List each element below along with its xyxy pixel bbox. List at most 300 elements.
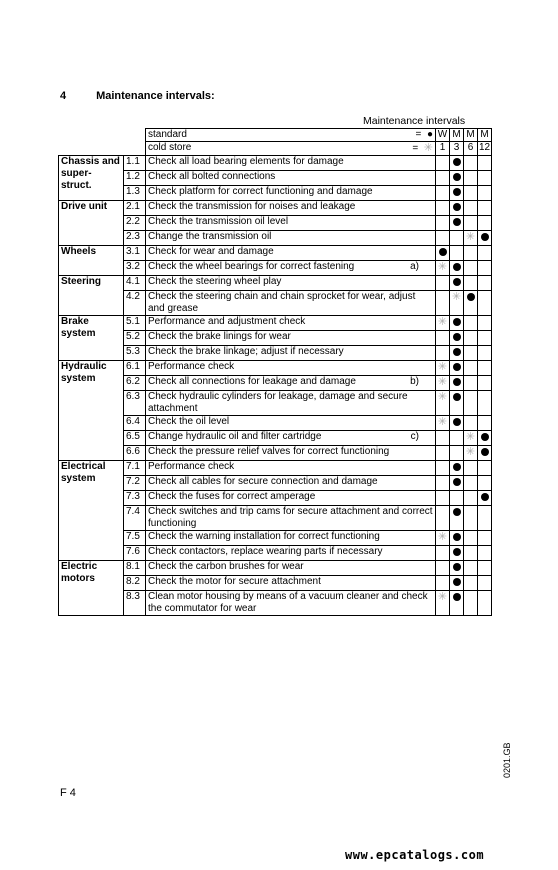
standard-dot-icon	[453, 318, 461, 326]
interval-cell	[464, 561, 478, 576]
item-id: 6.1	[124, 361, 146, 376]
column-top-3: M	[478, 129, 492, 142]
standard-dot-icon	[481, 493, 489, 501]
interval-cell	[450, 331, 464, 346]
item-description	[146, 376, 436, 391]
interval-cell	[478, 186, 492, 201]
item-description	[146, 431, 436, 446]
interval-cell	[450, 531, 464, 546]
table-row	[59, 491, 492, 506]
cold-star-icon: ✳	[465, 446, 476, 458]
interval-cell	[450, 461, 464, 476]
item-id: 5.3	[124, 346, 146, 361]
group-name: Wheels	[59, 246, 124, 276]
item-id: 5.1	[124, 316, 146, 331]
table-row	[59, 476, 492, 491]
cold-star-icon: ✳	[437, 376, 448, 388]
interval-cell	[464, 446, 478, 461]
item-text: Check all cables for secure connection and damage	[148, 476, 378, 487]
interval-cell	[450, 376, 464, 391]
interval-cell	[478, 591, 492, 616]
interval-cell	[464, 346, 478, 361]
item-text: Check the steering wheel play	[148, 276, 282, 287]
interval-cell	[464, 476, 478, 491]
interval-cell	[436, 461, 450, 476]
item-note-tag: b)	[410, 376, 419, 387]
interval-cell	[478, 506, 492, 531]
standard-dot-icon	[481, 448, 489, 456]
interval-cell	[464, 231, 478, 246]
interval-cell	[478, 431, 492, 446]
interval-cell	[436, 316, 450, 331]
interval-cell	[450, 491, 464, 506]
standard-dot-icon	[481, 433, 489, 441]
standard-dot-icon	[453, 533, 461, 541]
interval-cell	[478, 156, 492, 171]
table-row	[59, 546, 492, 561]
item-description	[146, 561, 436, 576]
item-id: 2.1	[124, 201, 146, 216]
interval-cell	[450, 476, 464, 491]
table-row	[59, 331, 492, 346]
interval-cell	[464, 156, 478, 171]
interval-cell	[464, 361, 478, 376]
interval-cell	[436, 376, 450, 391]
legend-eq: =	[412, 143, 419, 154]
interval-cell	[450, 246, 464, 261]
page-number: F 4	[60, 787, 76, 799]
item-description	[146, 591, 436, 616]
interval-cell	[450, 276, 464, 291]
item-text: Performance check	[148, 361, 235, 372]
interval-cell	[478, 291, 492, 316]
header-spacer	[59, 142, 146, 156]
item-text: Check all bolted connections	[148, 171, 276, 182]
standard-dot-icon	[453, 188, 461, 196]
interval-cell	[450, 506, 464, 531]
interval-cell	[436, 276, 450, 291]
interval-cell	[450, 316, 464, 331]
table-row	[59, 261, 492, 276]
interval-cell	[450, 291, 464, 316]
interval-cell	[464, 261, 478, 276]
interval-cell	[464, 391, 478, 416]
table-row	[59, 391, 492, 416]
legend-eq: =	[415, 129, 422, 140]
table-row	[59, 201, 492, 216]
item-id: 6.3	[124, 391, 146, 416]
maintenance-table	[58, 128, 492, 616]
interval-cell	[436, 331, 450, 346]
item-text: Check switches and trip cams for secure attachment and correct functioning	[148, 506, 433, 529]
interval-cell	[436, 476, 450, 491]
item-description	[146, 231, 436, 246]
column-top-0: W	[436, 129, 450, 142]
table-row	[59, 316, 492, 331]
interval-cell	[450, 186, 464, 201]
cold-star-icon: ✳	[465, 431, 476, 443]
table-row	[59, 276, 492, 291]
interval-cell	[478, 361, 492, 376]
item-id: 7.1	[124, 461, 146, 476]
standard-dot-icon	[453, 203, 461, 211]
legend-cold-store	[146, 142, 436, 156]
interval-cell	[478, 561, 492, 576]
interval-cell	[478, 216, 492, 231]
item-text: Check contactors, replace wearing parts if necessary	[148, 546, 383, 557]
section-number: 4	[60, 90, 67, 102]
standard-dot-icon	[453, 463, 461, 471]
item-id: 3.2	[124, 261, 146, 276]
interval-cell	[478, 316, 492, 331]
column-bottom-0: 1	[436, 142, 450, 156]
standard-dot-icon: ●	[426, 129, 433, 140]
legend-standard-label: standard	[148, 129, 187, 140]
interval-cell	[436, 561, 450, 576]
legend-standard	[146, 129, 436, 142]
interval-cell	[450, 261, 464, 276]
table-row	[59, 231, 492, 246]
item-id: 8.1	[124, 561, 146, 576]
interval-cell	[478, 531, 492, 546]
interval-cell	[450, 231, 464, 246]
interval-cell	[436, 446, 450, 461]
table-row	[59, 591, 492, 616]
item-description	[146, 201, 436, 216]
standard-dot-icon	[453, 218, 461, 226]
item-description	[146, 156, 436, 171]
item-text: Check platform for correct functioning and damage	[148, 186, 373, 197]
document-code: 0201.GB	[502, 742, 512, 778]
interval-cell	[450, 431, 464, 446]
item-description	[146, 491, 436, 506]
cold-star-icon: ✳	[423, 142, 433, 154]
column-top-1: M	[450, 129, 464, 142]
column-bottom-2: 6	[464, 142, 478, 156]
item-description	[146, 416, 436, 431]
interval-cell	[436, 291, 450, 316]
item-note-tag: a)	[410, 261, 419, 272]
standard-dot-icon	[453, 578, 461, 586]
table-row	[59, 446, 492, 461]
interval-cell	[464, 576, 478, 591]
table-row	[59, 376, 492, 391]
item-id: 7.5	[124, 531, 146, 546]
table-row	[59, 431, 492, 446]
item-id: 7.2	[124, 476, 146, 491]
interval-cell	[478, 231, 492, 246]
interval-cell	[464, 376, 478, 391]
interval-cell	[478, 576, 492, 591]
cold-star-icon: ✳	[437, 261, 448, 273]
item-text: Check the wheel bearings for correct fastening	[148, 261, 355, 272]
item-text: Check all load bearing elements for damage	[148, 156, 344, 167]
interval-cell	[464, 216, 478, 231]
interval-cell	[464, 276, 478, 291]
cold-star-icon: ✳	[465, 231, 476, 243]
interval-cell	[464, 331, 478, 346]
item-text: Check the fuses for correct amperage	[148, 491, 316, 502]
group-name: Electrical system	[59, 461, 124, 561]
interval-cell	[464, 491, 478, 506]
cold-star-icon: ✳	[451, 291, 462, 303]
interval-cell	[464, 246, 478, 261]
item-id: 4.1	[124, 276, 146, 291]
interval-cell	[436, 546, 450, 561]
group-name: Electric motors	[59, 561, 124, 616]
interval-cell	[450, 216, 464, 231]
standard-dot-icon	[453, 278, 461, 286]
cold-star-icon: ✳	[437, 316, 448, 328]
table-row	[59, 576, 492, 591]
table-row	[59, 291, 492, 316]
item-id: 2.3	[124, 231, 146, 246]
legend-row-standard	[59, 129, 492, 142]
interval-cell	[436, 346, 450, 361]
cold-star-icon: ✳	[437, 531, 448, 543]
interval-cell	[464, 201, 478, 216]
item-text: Change the transmission oil	[148, 231, 272, 242]
interval-cell	[478, 461, 492, 476]
interval-cell	[464, 171, 478, 186]
standard-dot-icon	[453, 418, 461, 426]
interval-cell	[478, 446, 492, 461]
standard-dot-icon	[453, 548, 461, 556]
item-note-tag: c)	[410, 431, 419, 442]
legend-row-cold	[59, 142, 492, 156]
interval-cell	[436, 216, 450, 231]
interval-cell	[450, 576, 464, 591]
interval-cell	[450, 346, 464, 361]
interval-cell	[450, 446, 464, 461]
table-row	[59, 171, 492, 186]
item-description	[146, 331, 436, 346]
item-id: 6.2	[124, 376, 146, 391]
interval-cell	[464, 291, 478, 316]
interval-cell	[464, 531, 478, 546]
group-name: Brake system	[59, 316, 124, 361]
table-row	[59, 361, 492, 376]
interval-cell	[464, 316, 478, 331]
section-title: Maintenance intervals:	[96, 90, 215, 102]
item-text: Check the motor for secure attachment	[148, 576, 321, 587]
group-name: Chassis and super-struct.	[59, 156, 124, 201]
interval-cell	[450, 201, 464, 216]
standard-dot-icon	[453, 563, 461, 571]
item-id: 6.6	[124, 446, 146, 461]
item-text: Check the transmission oil level	[148, 216, 289, 227]
interval-cell	[436, 246, 450, 261]
interval-cell	[450, 546, 464, 561]
item-description	[146, 446, 436, 461]
item-id: 1.2	[124, 171, 146, 186]
header-spacer	[59, 129, 146, 142]
interval-cell	[450, 171, 464, 186]
item-id: 2.2	[124, 216, 146, 231]
interval-cell	[436, 156, 450, 171]
item-description	[146, 506, 436, 531]
item-description	[146, 246, 436, 261]
item-description	[146, 361, 436, 376]
interval-cell	[478, 201, 492, 216]
interval-cell	[436, 171, 450, 186]
table-row	[59, 216, 492, 231]
item-description	[146, 216, 436, 231]
interval-cell	[464, 431, 478, 446]
interval-cell	[478, 391, 492, 416]
item-text: Check the transmission for noises and leakage	[148, 201, 356, 212]
item-description	[146, 461, 436, 476]
cold-star-icon: ✳	[437, 361, 448, 373]
item-id: 3.1	[124, 246, 146, 261]
standard-dot-icon	[453, 478, 461, 486]
item-id: 1.1	[124, 156, 146, 171]
item-text: Change hydraulic oil and filter cartridge	[148, 431, 322, 442]
standard-dot-icon	[453, 393, 461, 401]
item-id: 6.4	[124, 416, 146, 431]
item-description	[146, 291, 436, 316]
interval-cell	[450, 561, 464, 576]
standard-dot-icon	[453, 348, 461, 356]
standard-dot-icon	[467, 293, 475, 301]
interval-cell	[478, 476, 492, 491]
item-id: 4.2	[124, 291, 146, 316]
interval-cell	[478, 171, 492, 186]
legend-cold-label: cold store	[148, 142, 192, 153]
item-id: 8.2	[124, 576, 146, 591]
interval-cell	[450, 361, 464, 376]
table-row	[59, 186, 492, 201]
standard-dot-icon	[453, 363, 461, 371]
interval-cell	[436, 231, 450, 246]
item-text: Check the brake linings for wear	[148, 331, 291, 342]
standard-dot-icon	[453, 593, 461, 601]
column-bottom-1: 3	[450, 142, 464, 156]
interval-cell	[464, 546, 478, 561]
interval-cell	[436, 391, 450, 416]
table-row	[59, 156, 492, 171]
interval-cell	[436, 531, 450, 546]
interval-cell	[478, 376, 492, 391]
table-row	[59, 416, 492, 431]
standard-dot-icon	[481, 233, 489, 241]
item-text: Check the pressure relief valves for correct functioning	[148, 446, 390, 457]
item-description	[146, 546, 436, 561]
table-row	[59, 461, 492, 476]
item-text: Check all connections for leakage and damage	[148, 376, 356, 387]
column-top-2: M	[464, 129, 478, 142]
group-name: Steering	[59, 276, 124, 316]
standard-dot-icon	[453, 508, 461, 516]
cold-star-icon: ✳	[437, 591, 448, 603]
interval-cell	[436, 416, 450, 431]
standard-dot-icon	[453, 158, 461, 166]
interval-cell	[436, 591, 450, 616]
standard-dot-icon	[439, 248, 447, 256]
item-id: 7.3	[124, 491, 146, 506]
item-text: Check the steering chain and chain sprocket for wear, adjust and grease	[148, 291, 416, 314]
interval-cell	[436, 491, 450, 506]
item-id: 8.3	[124, 591, 146, 616]
item-text: Clean motor housing by means of a vacuum cleaner and check the commutator for wear	[148, 591, 428, 614]
interval-cell	[478, 491, 492, 506]
interval-cell	[436, 201, 450, 216]
item-description	[146, 576, 436, 591]
interval-cell	[478, 416, 492, 431]
interval-cell	[478, 346, 492, 361]
interval-cell	[464, 591, 478, 616]
interval-cell	[450, 391, 464, 416]
item-description	[146, 346, 436, 361]
standard-dot-icon	[453, 378, 461, 386]
item-text: Check the oil level	[148, 416, 230, 427]
interval-cell	[450, 156, 464, 171]
interval-cell	[450, 416, 464, 431]
item-text: Check for wear and damage	[148, 246, 274, 257]
cold-star-icon: ✳	[437, 391, 448, 403]
interval-cell	[436, 186, 450, 201]
standard-dot-icon	[453, 173, 461, 181]
interval-cell	[464, 461, 478, 476]
interval-cell	[478, 261, 492, 276]
interval-cell	[450, 591, 464, 616]
interval-cell	[478, 246, 492, 261]
table-row	[59, 561, 492, 576]
interval-cell	[436, 506, 450, 531]
section-heading	[60, 90, 215, 102]
item-id: 1.3	[124, 186, 146, 201]
interval-cell	[464, 186, 478, 201]
item-description	[146, 476, 436, 491]
item-text: Check hydraulic cylinders for leakage, damage and secure attachment	[148, 391, 408, 414]
item-text: Performance check	[148, 461, 235, 472]
table-row	[59, 531, 492, 546]
item-text: Performance and adjustment check	[148, 316, 306, 327]
interval-cell	[464, 416, 478, 431]
item-id: 7.4	[124, 506, 146, 531]
interval-cell	[464, 506, 478, 531]
column-bottom-3: 12	[478, 142, 492, 156]
interval-cell	[478, 331, 492, 346]
item-id: 5.2	[124, 331, 146, 346]
table-row	[59, 246, 492, 261]
interval-cell	[478, 546, 492, 561]
item-description	[146, 276, 436, 291]
group-name: Hydraulic system	[59, 361, 124, 461]
item-description	[146, 186, 436, 201]
intervals-title: Maintenance intervals	[363, 115, 466, 127]
standard-dot-icon	[453, 263, 461, 271]
website-link[interactable]: www.epcatalogs.com	[345, 848, 485, 862]
table-row	[59, 346, 492, 361]
group-name: Drive unit	[59, 201, 124, 246]
item-description	[146, 261, 436, 276]
interval-cell	[436, 576, 450, 591]
cold-star-icon: ✳	[437, 416, 448, 428]
item-id: 7.6	[124, 546, 146, 561]
interval-cell	[436, 261, 450, 276]
item-text: Check the warning installation for correct functioning	[148, 531, 380, 542]
interval-cell	[436, 431, 450, 446]
interval-cell	[478, 276, 492, 291]
item-description	[146, 171, 436, 186]
item-description	[146, 531, 436, 546]
table-row	[59, 506, 492, 531]
interval-cell	[436, 361, 450, 376]
item-text: Check the carbon brushes for wear	[148, 561, 304, 572]
item-text: Check the brake linkage; adjust if necessary	[148, 346, 344, 357]
item-description	[146, 391, 436, 416]
